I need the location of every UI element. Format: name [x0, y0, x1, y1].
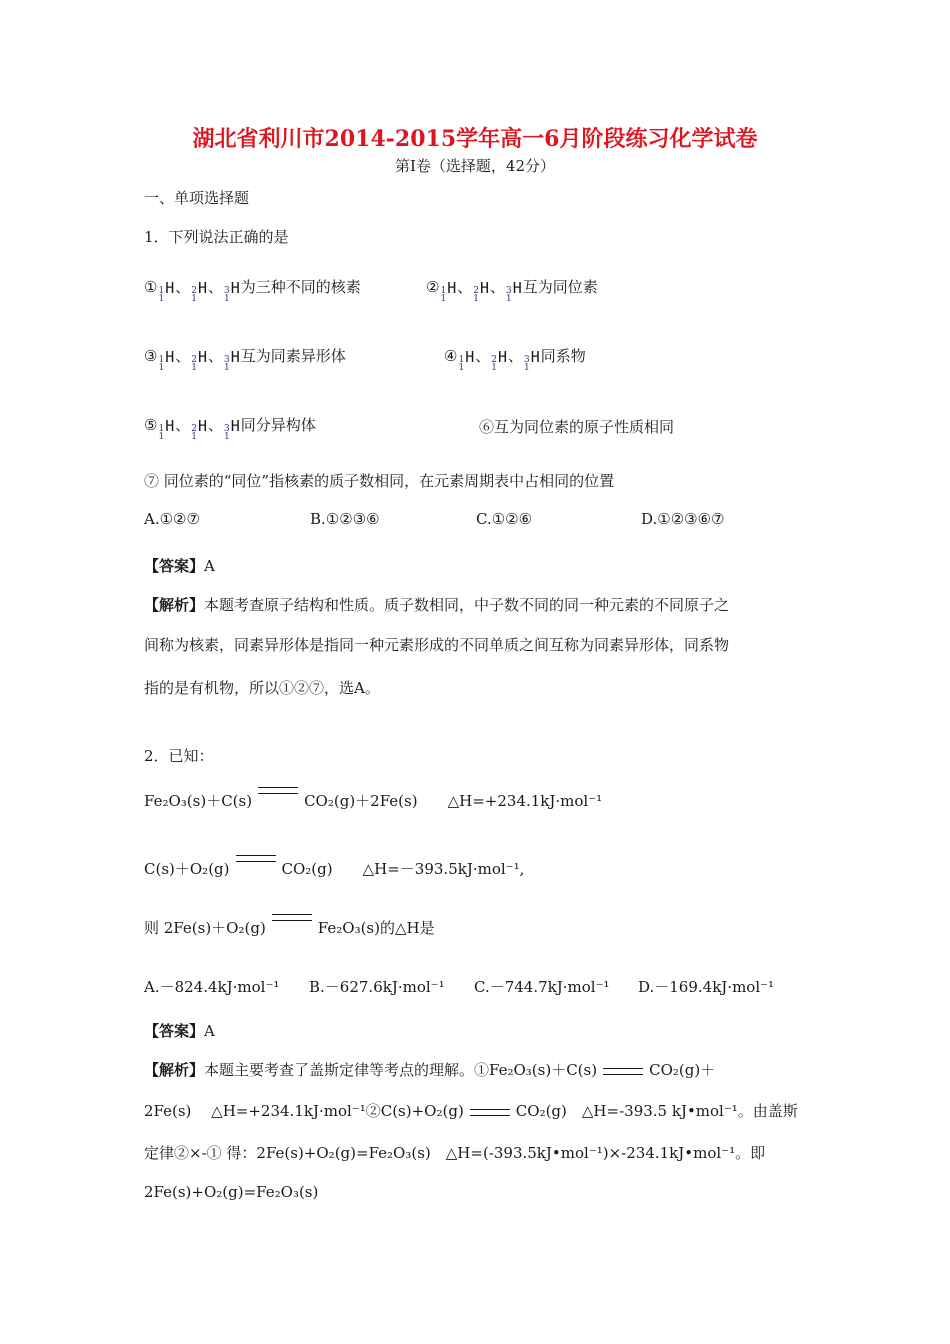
q1-answer: 【答案】A: [144, 557, 215, 575]
isotope-h1: 1 1 H: [458, 348, 475, 373]
page-title: 湖北省利川市2014-2015学年高一6月阶段练习化学试卷: [192, 126, 758, 152]
q1-option-a: A.①②⑦: [144, 510, 200, 528]
isotope-h1: 1 1 H: [158, 279, 175, 304]
q1-analysis-line-2: 间称为核素，同素异形体是指同一种元素形成的不同单质之间互称为同素异形体，同系物: [144, 636, 730, 654]
q2-option-a: A.－824.4kJ·mol⁻¹: [144, 978, 280, 996]
equals-sign-icon: [236, 855, 276, 862]
isotope-h1: 1 1 H: [440, 279, 457, 304]
q1-option-c: C.①②⑥: [476, 510, 533, 528]
q2-option-d: D.－169.4kJ·mol⁻¹: [638, 978, 775, 996]
q2-stem: 2．已知：: [144, 747, 214, 765]
isotope-h1: 1 1 H: [158, 348, 175, 373]
isotope-h3: 3 1 H: [224, 348, 240, 373]
q2-option-c: C.－744.7kJ·mol⁻¹: [474, 978, 610, 996]
isotope-h2: 2 1 H: [191, 417, 207, 442]
q2-analysis-line-2: 2Fe(s) △H=+234.1kJ·mol⁻¹②C(s)+O₂(g) CO₂(g) △H=-393.5 kJ•mol⁻¹。由盖斯: [144, 1102, 798, 1120]
q1-statement-1: ① 1 1 H 、 2 1 H 、 3 1 H 为三种不同的核素: [144, 278, 361, 304]
q1-option-b: B.①②③⑥: [310, 510, 380, 528]
isotope-h1: 1 1 H: [158, 417, 175, 442]
equals-sign-icon: [272, 914, 312, 921]
equals-sign-icon: [603, 1068, 643, 1075]
section-heading: 一、单项选择题: [144, 189, 250, 207]
q1-stem: 1．下列说法正确的是: [144, 228, 289, 246]
isotope-h3: 3 1 H: [506, 279, 522, 304]
isotope-h3: 3 1 H: [224, 417, 240, 442]
isotope-h2: 2 1 H: [491, 348, 507, 373]
equals-sign-icon: [258, 787, 298, 794]
q2-analysis-line-3: 定律②×-① 得：2Fe(s)+O₂(g)=Fe₂O₃(s) △H=(-393.5kJ•mol⁻¹)×-234.1kJ•mol⁻¹。即: [144, 1144, 766, 1162]
q2-question-line: 则 2Fe(s)＋O₂(g) Fe₂O₃(s)的△H是: [144, 917, 435, 938]
q1-statement-7: ⑦ 同位素的“同位”指核素的质子数相同，在元素周期表中占相同的位置: [144, 472, 615, 490]
q1-statement-3: ③ 1 1 H 、 2 1 H 、 3 1 H 互为同素异形体: [144, 347, 346, 373]
q2-option-b: B.－627.6kJ·mol⁻¹: [309, 978, 445, 996]
paper-subtitle: 第I卷（选择题，42分）: [394, 157, 555, 175]
q2-analysis: 【解析】本题主要考查了盖斯定律等考点的理解。①Fe₂O₃(s)＋C(s) CO₂(g)＋: [144, 1061, 716, 1079]
q1-analysis-line-3: 指的是有机物，所以①②⑦，选A。: [144, 679, 380, 697]
equals-sign-icon: [470, 1109, 510, 1116]
isotope-h2: 2 1 H: [191, 348, 207, 373]
q1-statement-5: ⑤ 1 1 H 、 2 1 H 、 3 1 H 同分异构体: [144, 416, 316, 442]
isotope-h2: 2 1 H: [473, 279, 489, 304]
isotope-h2: 2 1 H: [191, 279, 207, 304]
q1-statement-4: ④ 1 1 H 、 2 1 H 、 3 1 H 同系物: [444, 347, 586, 373]
q2-reaction-2: C(s)＋O₂(g) CO₂(g) △H=－393.5kJ·mol⁻¹,: [144, 858, 524, 879]
q1-analysis: 【解析】本题考查原子结构和性质。质子数相同，中子数不同的同一种元素的不同原子之: [144, 596, 730, 614]
q2-reaction-1: Fe₂O₃(s)＋C(s) CO₂(g)＋2Fe(s) △H=+234.1kJ·mol⁻¹: [144, 790, 602, 811]
q2-analysis-line-4: 2Fe(s)+O₂(g)=Fe₂O₃(s): [144, 1183, 319, 1201]
q1-option-d: D.①②③⑥⑦: [641, 510, 725, 528]
q2-answer: 【答案】A: [144, 1022, 215, 1040]
isotope-h3: 3 1 H: [224, 279, 240, 304]
q1-statement-6: ⑥互为同位素的原子性质相同: [479, 418, 675, 436]
q1-statement-2: ② 1 1 H 、 2 1 H 、 3 1 H 互为同位素: [426, 278, 598, 304]
isotope-h3: 3 1 H: [524, 348, 540, 373]
